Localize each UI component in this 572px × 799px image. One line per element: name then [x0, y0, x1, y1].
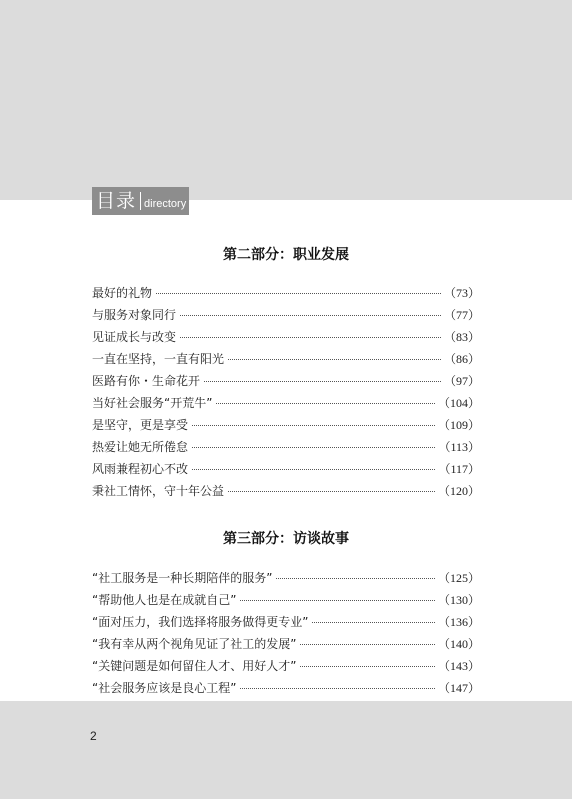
toc-entry-title: “面对压力，我们选择将服务做得更专业”	[92, 615, 309, 629]
dot-leader	[300, 666, 435, 667]
page-number: 2	[90, 729, 97, 743]
toc-entry-page: （143）	[437, 659, 480, 673]
dot-leader	[204, 381, 441, 382]
toc-entry[interactable]	[92, 284, 480, 306]
section-title-interviews: 第三部分：访谈故事	[223, 531, 349, 547]
toc-entry-page: （120）	[437, 484, 480, 498]
toc-entry-page: （77）	[443, 308, 480, 322]
toc-entry-title: “我有幸从两个视角见证了社工的发展”	[92, 637, 297, 651]
toc-entry[interactable]	[92, 635, 480, 657]
toc-entry-title: 当好社会服务“开荒牛”	[92, 396, 213, 410]
toc-entry-title: 最好的礼物	[92, 286, 153, 300]
toc-entry-title: “帮助他人也是在成就自己”	[92, 593, 237, 607]
toc-entry-page: （140）	[437, 637, 480, 651]
toc-tab-divider	[140, 192, 141, 210]
toc-entry-title: 与服务对象同行	[92, 308, 177, 322]
dot-leader	[192, 469, 435, 470]
toc-label-en: directory	[144, 198, 187, 210]
toc-entry-title: 是坚守，更是享受	[92, 418, 189, 432]
toc-entry[interactable]	[92, 482, 480, 504]
toc-entry-page: （125）	[437, 571, 480, 585]
dot-leader	[180, 315, 441, 316]
toc-entry-title: 风雨兼程初心不改	[92, 462, 189, 476]
toc-entry-page: （117）	[438, 462, 480, 476]
toc-entry-page: （136）	[437, 615, 480, 629]
toc-entry-page: （83）	[443, 330, 480, 344]
toc-entry-title: 热爱让她无所倦怠	[92, 440, 189, 454]
toc-entry[interactable]	[92, 328, 480, 350]
toc-entry-title: 医路有你・生命花开	[92, 374, 201, 388]
toc-entry-page: （86）	[443, 352, 480, 366]
toc-entry-title: “社工服务是一种长期陪伴的服务”	[92, 571, 273, 585]
toc-entry-title: 秉社工情怀，守十年公益	[92, 484, 225, 498]
dot-leader	[216, 403, 435, 404]
toc-entry-title: 一直在坚持，一直有阳光	[92, 352, 225, 366]
toc-entry-page: （104）	[437, 396, 480, 410]
toc-label: 目录	[96, 189, 137, 212]
toc-entry[interactable]	[92, 460, 480, 482]
toc-entry[interactable]	[92, 372, 480, 394]
toc-entry-page: （147）	[437, 681, 480, 695]
toc-entry[interactable]	[92, 679, 480, 701]
dot-leader	[228, 359, 441, 360]
toc-entry[interactable]	[92, 416, 480, 438]
dot-leader	[228, 491, 435, 492]
bottom-gray-band	[0, 701, 572, 799]
dot-leader	[276, 578, 435, 579]
toc-entry-page: （97）	[443, 374, 480, 388]
toc-entry[interactable]	[92, 306, 480, 328]
toc-entry[interactable]	[92, 591, 480, 613]
toc-entry[interactable]	[92, 657, 480, 679]
toc-entry[interactable]	[92, 394, 480, 416]
dot-leader	[240, 688, 435, 689]
toc-entry-title: “关键问题是如何留住人才、用好人才”	[92, 659, 297, 673]
toc-entry-page: （109）	[437, 418, 480, 432]
dot-leader	[192, 425, 435, 426]
dot-leader	[192, 447, 435, 448]
top-gray-band	[0, 0, 572, 200]
toc-entry[interactable]	[92, 569, 480, 591]
section-title-career: 第二部分：职业发展	[223, 247, 349, 263]
toc-tab	[92, 187, 189, 215]
toc-list-career	[92, 284, 480, 504]
dot-leader	[156, 293, 441, 294]
toc-entry[interactable]	[92, 438, 480, 460]
toc-list-interviews	[92, 569, 480, 701]
toc-entry-page: （113）	[438, 440, 480, 454]
toc-entry-page: （130）	[437, 593, 480, 607]
dot-leader	[300, 644, 435, 645]
toc-entry-title: 见证成长与改变	[92, 330, 177, 344]
dot-leader	[312, 622, 435, 623]
toc-entry[interactable]	[92, 350, 480, 372]
dot-leader	[240, 600, 435, 601]
dot-leader	[180, 337, 441, 338]
toc-entry[interactable]	[92, 613, 480, 635]
toc-entry-title: “社会服务应该是良心工程”	[92, 681, 237, 695]
toc-entry-page: （73）	[443, 286, 480, 300]
